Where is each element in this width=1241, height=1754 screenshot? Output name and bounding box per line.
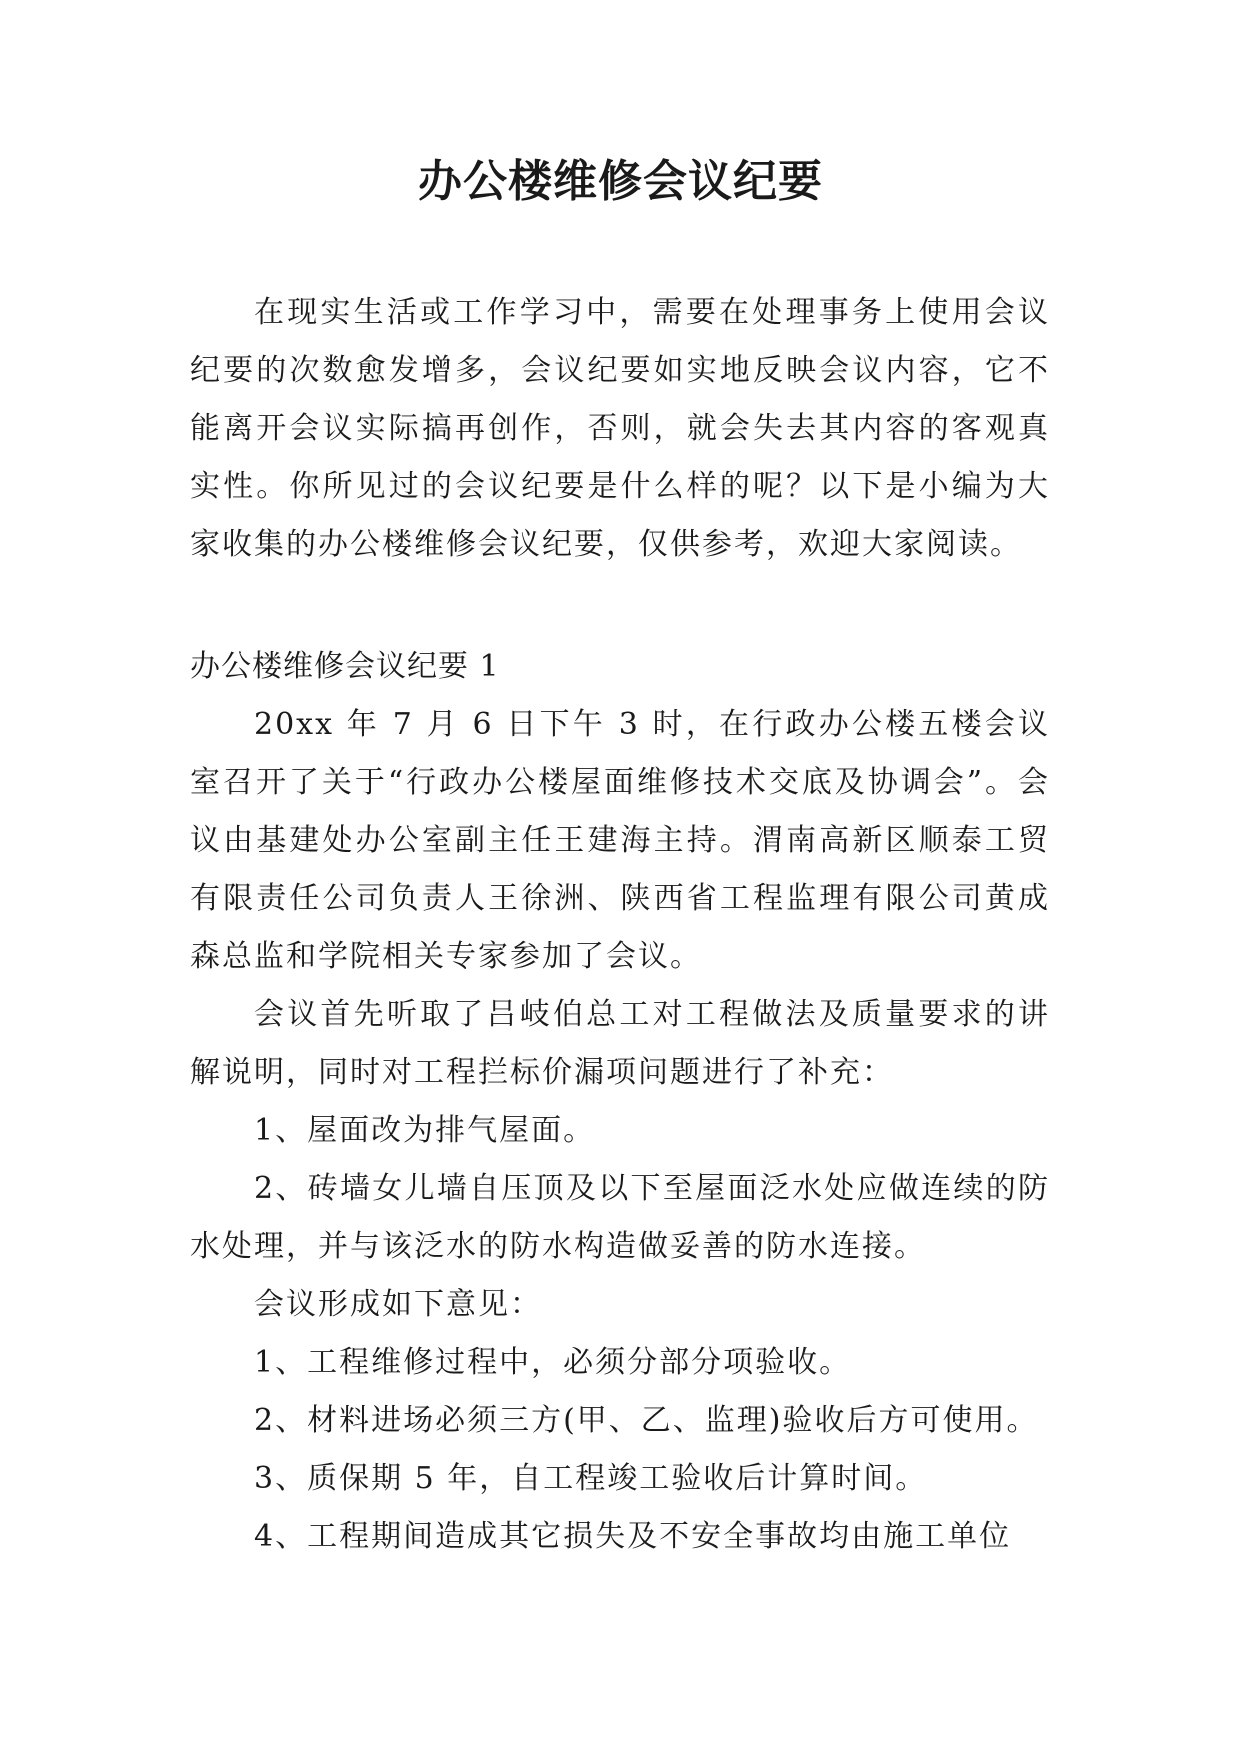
intro-paragraph: 在现实生活或工作学习中，需要在处理事务上使用会议纪要的次数愈发增多，会议纪要如实地反映会议内容，它不能离开会议实际搞再创作，否则，就会失去其内容的客观真实性。你所见过的会议纪要是什么样的呢？以下是小编为大家收集的办公楼维修会议纪要，仅供参考，欢迎大家阅读。 (190, 295, 1050, 562)
section-heading: 办公楼维修会议纪要 1 (190, 649, 500, 684)
intro-section (190, 284, 1050, 574)
list-item-opinion-1: 1、工程维修过程中，必须分部分项验收。 (254, 1345, 852, 1380)
list-item-opinion-2: 2、材料进场必须三方(甲、乙、监理)验收后方可使用。 (254, 1403, 1039, 1438)
list-item-opinion-4: 4、工程期间造成其它损失及不安全事故均由施工单位 (254, 1519, 1012, 1554)
list-item-supplement-1: 1、屋面改为排气屋面。 (254, 1113, 596, 1148)
minutes-section (190, 638, 1050, 1566)
list-item-supplement-2: 2、砖墙女儿墙自压顶及以下至屋面泛水处应做连续的防水处理，并与该泛水的防水构造做妥善的防水连接。 (190, 1171, 1050, 1264)
paragraph-opinions-intro: 会议形成如下意见： (254, 1287, 542, 1322)
document-title: 办公楼维修会议纪要 (418, 156, 823, 207)
list-item-opinion-3: 3、质保期 5 年，自工程竣工验收后计算时间。 (254, 1461, 928, 1496)
paragraph-meeting-info: 20xx 年 7 月 6 日下午 3 时，在行政办公楼五楼会议室召开了关于“行政办公楼屋面维修技术交底及协调会”。会议由基建处办公室副主任王建海主持。渭南高新区顺泰工贸有限责任公司负责人王徐洲、陕西省工程监理有限公司黄成森总监和学院相关专家参加了会议。 (190, 707, 1050, 974)
paragraph-briefing: 会议首先听取了吕岐伯总工对工程做法及质量要求的讲解说明，同时对工程拦标价漏项问题进行了补充： (190, 997, 1050, 1090)
